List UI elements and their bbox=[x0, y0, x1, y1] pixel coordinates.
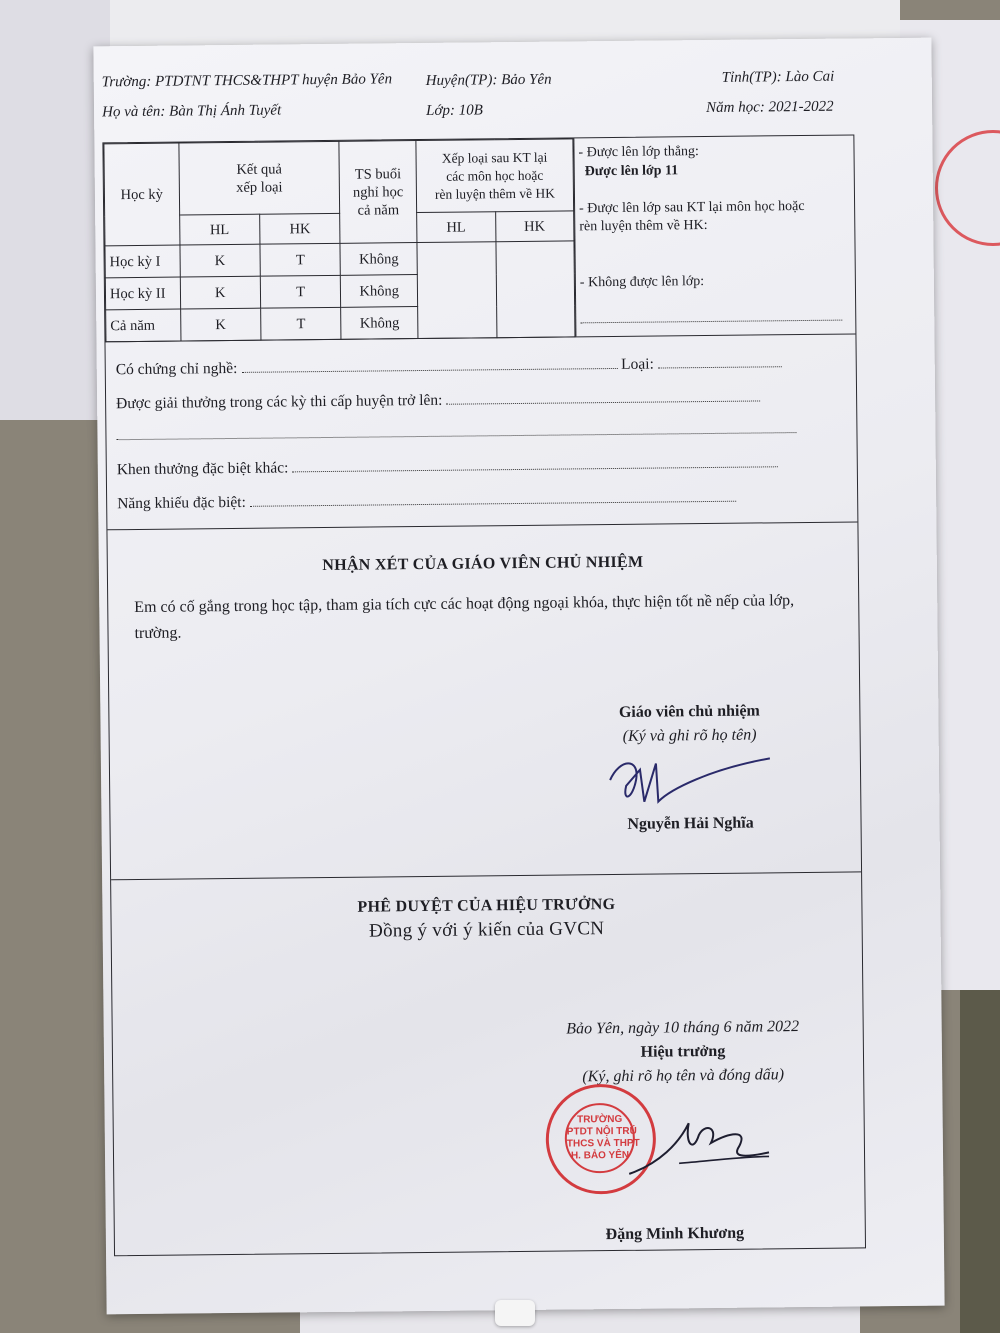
promotion-direct-value: Được lên lớp 11 bbox=[584, 163, 679, 180]
sub-hk-header: HK bbox=[260, 213, 341, 244]
row-hk: T bbox=[261, 307, 342, 340]
principal-sign-note: (Ký, ghi rõ họ tên và đóng dấu) bbox=[582, 1066, 785, 1086]
row-term: Cả năm bbox=[106, 309, 181, 342]
teacher-signature-icon bbox=[600, 748, 781, 810]
award-line bbox=[116, 388, 760, 413]
class-name: 10B bbox=[458, 102, 483, 119]
teacher-section-title: NHẬN XÉT CỦA GIÁO VIÊN CHỦ NHIỆM bbox=[322, 553, 644, 575]
district-name: Bảo Yên bbox=[501, 71, 552, 89]
year-label: Năm học: bbox=[705, 99, 765, 117]
certificate-label: Có chứng chỉ nghề: bbox=[115, 359, 238, 379]
place-date: Bảo Yên, ngày 10 tháng 6 năm 2022 bbox=[566, 1018, 800, 1038]
col-term-header: Học kỳ bbox=[104, 143, 180, 246]
binder-clip bbox=[495, 1300, 535, 1326]
promotion-not-label: - Không được lên lớp: bbox=[579, 274, 705, 291]
seal-line-3: THCS VÀ THPT bbox=[566, 1137, 640, 1150]
principal-approval: Đồng ý với ý kiến của GVCN bbox=[368, 918, 605, 942]
seal-line-2: PTDT NỘI TRÚ bbox=[566, 1125, 637, 1138]
school-line bbox=[102, 71, 392, 91]
row-term: Học kỳ I bbox=[105, 245, 180, 278]
talent-line bbox=[117, 489, 736, 513]
sub-hl-header: HL bbox=[179, 214, 260, 245]
seal-line-4: H. BẢO YÊN bbox=[570, 1149, 630, 1162]
province-line bbox=[722, 69, 835, 87]
grades-table bbox=[103, 138, 575, 342]
award-line-2 bbox=[116, 420, 796, 445]
student-label: Họ và tên: bbox=[101, 103, 166, 121]
teacher-name: Nguyễn Hải Nghĩa bbox=[627, 814, 754, 833]
province-label: Tỉnh(TP): bbox=[721, 69, 782, 86]
retest-hk-cell bbox=[495, 241, 575, 338]
district-label: Huyện(TP): bbox=[425, 72, 498, 89]
divider-3 bbox=[111, 871, 861, 880]
teacher-role: Giáo viên chủ nhiệm bbox=[618, 702, 760, 721]
report-frame bbox=[102, 134, 866, 1256]
certificate-line bbox=[116, 354, 782, 379]
school-name: PTDTNT THCS&THPT huyện Bảo Yên bbox=[154, 71, 393, 90]
row-absent: Không bbox=[341, 275, 418, 308]
promotion-direct-label: - Được lên lớp thẳng: bbox=[578, 144, 699, 161]
teacher-comment: Em có cố gắng trong học tập, tham gia tích cực các hoạt động ngoại khóa, thực hiện tốt nề nếp của lớp, trường. bbox=[134, 592, 795, 643]
seal-line-1: TRƯỜNG bbox=[577, 1113, 623, 1126]
province-name: Lào Cai bbox=[785, 68, 835, 86]
class-label: Lớp: bbox=[425, 102, 456, 119]
talent-label: Năng khiếu đặc biệt: bbox=[117, 493, 246, 513]
retest-hl-header: HL bbox=[417, 212, 496, 243]
promotion-box bbox=[573, 135, 856, 336]
school-label: Trường: bbox=[101, 73, 152, 91]
principal-signature-icon bbox=[619, 1112, 780, 1184]
year-line bbox=[706, 99, 834, 117]
award-label: Được giải thưởng trong các kỳ thi cấp huyện trở lên: bbox=[116, 391, 443, 413]
retest-hk-header: HK bbox=[495, 211, 574, 242]
class-line bbox=[426, 102, 483, 120]
table-row bbox=[105, 241, 574, 278]
special-award-label: Khen thưởng đặc biệt khác: bbox=[116, 459, 289, 479]
type-label: Loại: bbox=[621, 355, 654, 373]
row-hk: T bbox=[260, 243, 341, 276]
year-value: 2021-2022 bbox=[768, 98, 834, 116]
retest-hl-cell bbox=[417, 242, 496, 339]
principal-section-title: PHÊ DUYỆT CỦA HIỆU TRƯỞNG bbox=[357, 896, 616, 916]
row-hk: T bbox=[260, 275, 341, 308]
report-card-page bbox=[93, 38, 944, 1315]
district-line bbox=[426, 72, 552, 90]
promotion-retest-label-2: rèn luyện thêm về HK: bbox=[579, 218, 708, 235]
row-hl: K bbox=[180, 276, 261, 309]
col-absent-header: TS buổi nghỉ học cả năm bbox=[339, 141, 417, 244]
col-retest-header: Xếp loại sau KT lại các môn học hoặc rèn luyện thêm về HK bbox=[416, 139, 574, 213]
row-absent: Không bbox=[340, 243, 417, 276]
principal-role: Hiệu trưởng bbox=[640, 1042, 726, 1061]
special-award-line bbox=[117, 454, 779, 479]
promotion-retest-label: - Được lên lớp sau KT lại môn học hoặc bbox=[579, 198, 805, 217]
student-name: Bàn Thị Ánh Tuyết bbox=[169, 102, 282, 120]
floor-mat bbox=[960, 990, 1000, 1333]
divider-2 bbox=[107, 521, 857, 530]
row-hl: K bbox=[180, 244, 261, 277]
student-line bbox=[102, 102, 281, 121]
principal-name: Đặng Minh Khương bbox=[605, 1224, 745, 1244]
promotion-dots bbox=[580, 308, 842, 330]
row-term: Học kỳ II bbox=[105, 277, 180, 310]
col-result-header: Kết quả xếp loại bbox=[178, 141, 340, 215]
row-hl: K bbox=[180, 308, 261, 341]
row-absent: Không bbox=[341, 307, 418, 340]
teacher-sign-note: (Ký và ghi rõ họ tên) bbox=[622, 726, 757, 745]
